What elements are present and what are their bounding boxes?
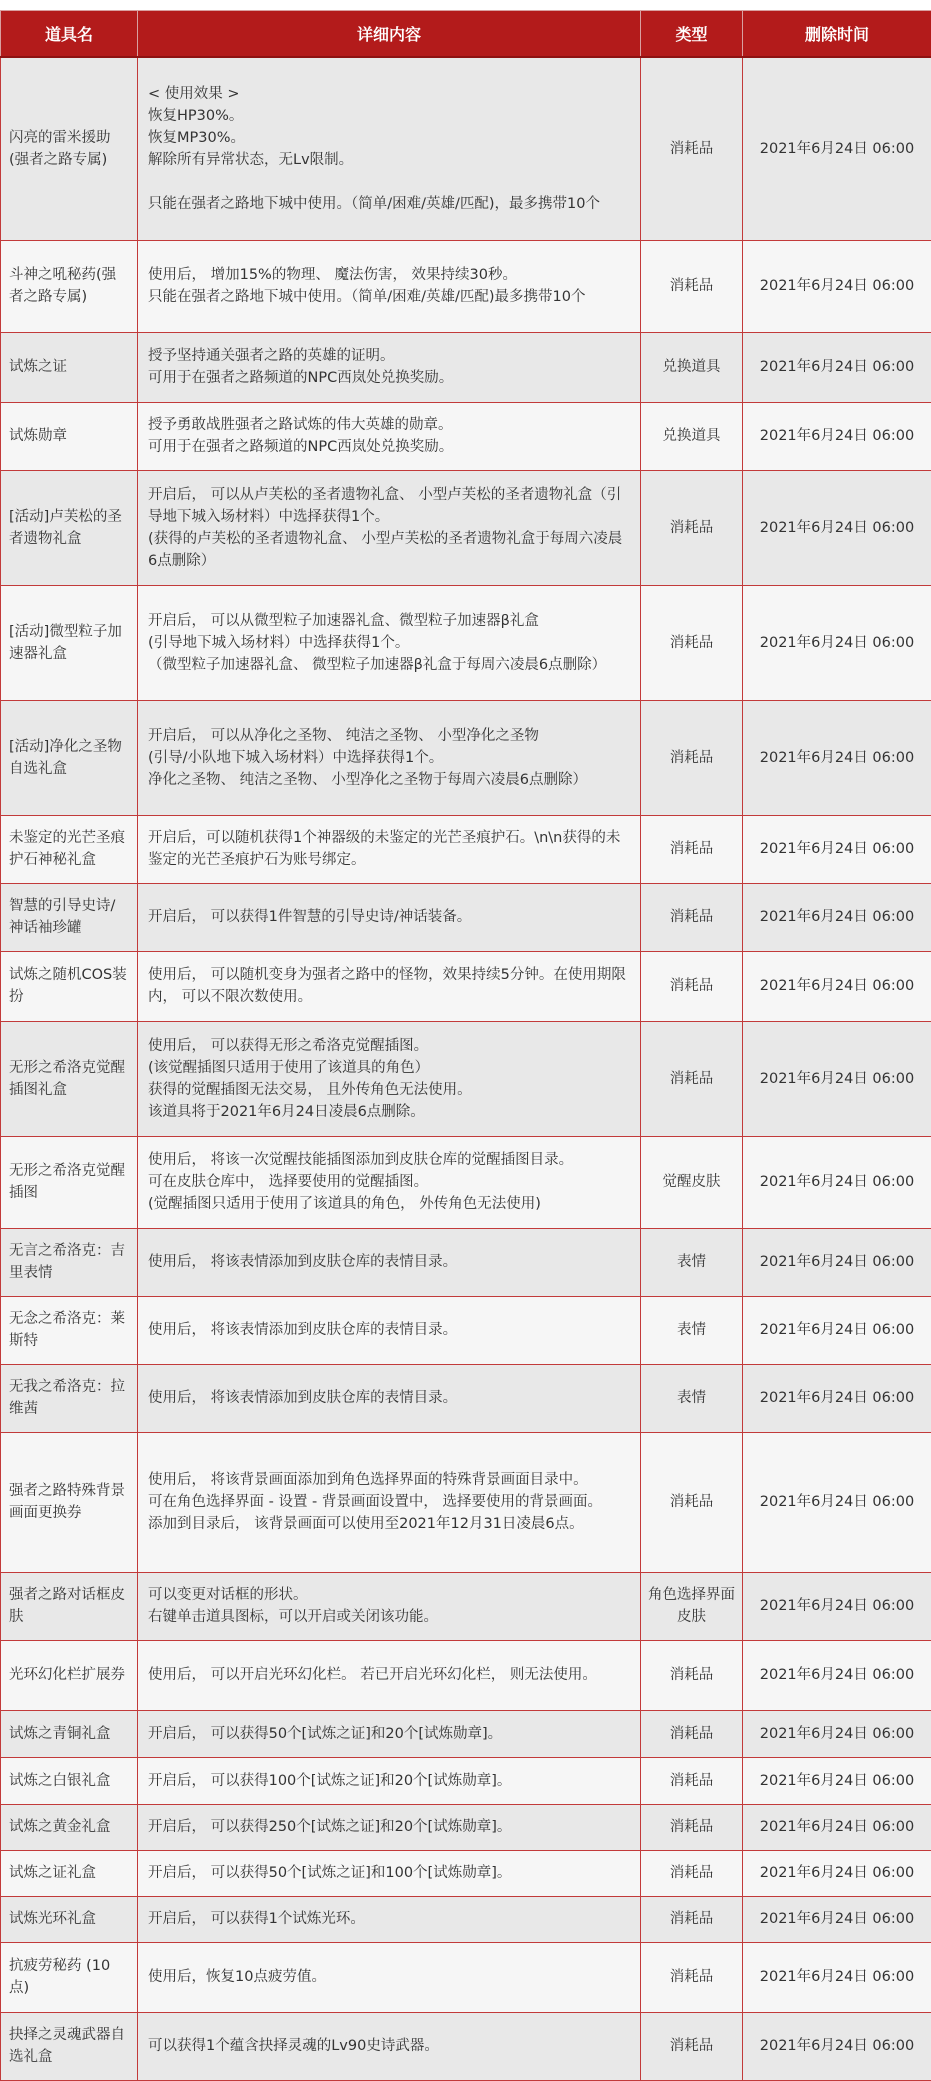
detail-line: 使用后， 将该表情添加到皮肤仓库的表情目录。 xyxy=(148,1387,630,1409)
detail-line: 开启后， 可以从卢芙松的圣者遗物礼盒、 小型卢芙松的圣者遗物礼盒（引导地下城入场材料）中选择获得1个。 xyxy=(148,484,630,528)
item-detail-cell xyxy=(138,1896,641,1942)
item-detail-cell xyxy=(138,1572,641,1640)
item-name-cell: 强者之路对话框皮肤 xyxy=(1,1572,138,1640)
table-row xyxy=(1,815,931,883)
table-row xyxy=(1,1757,931,1804)
item-name-cell: 未鉴定的光芒圣痕护石神秘礼盒 xyxy=(1,815,138,883)
delete-time-cell: 2021年6月24日 06:00 xyxy=(743,1896,931,1942)
delete-time-cell: 2021年6月24日 06:00 xyxy=(743,332,931,402)
table-row xyxy=(1,700,931,815)
detail-line: 授予勇敢战胜强者之路试炼的伟大英雄的勋章。 xyxy=(148,414,630,436)
item-type-cell: 消耗品 xyxy=(641,1757,743,1804)
item-name-cell: 试炼之证 xyxy=(1,332,138,402)
item-detail-cell xyxy=(138,1942,641,2012)
detail-line xyxy=(148,171,630,193)
item-detail-cell xyxy=(138,240,641,332)
delete-time-cell: 2021年6月24日 06:00 xyxy=(743,883,931,951)
table-row xyxy=(1,470,931,585)
detail-line: 开启后，可以随机获得1个神器级的未鉴定的光芒圣痕护石。\n\n获得的未鉴定的光芒圣痕护石为账号绑定。 xyxy=(148,827,630,871)
item-detail-cell xyxy=(138,402,641,470)
detail-line: (获得的卢芙松的圣者遗物礼盒、 小型卢芙松的圣者遗物礼盒于每周六凌晨6点删除） xyxy=(148,528,630,572)
header-item-name: 道具名 xyxy=(1,11,138,58)
item-type-cell: 消耗品 xyxy=(641,1021,743,1136)
item-type-cell: 消耗品 xyxy=(641,815,743,883)
item-type-cell: 消耗品 xyxy=(641,700,743,815)
detail-line: 开启后， 可以获得250个[试炼之证]和20个[试炼勋章]。 xyxy=(148,1816,630,1838)
item-detail-cell xyxy=(138,1432,641,1572)
detail-line: 开启后， 可以获得100个[试炼之证]和20个[试炼勋章]。 xyxy=(148,1770,630,1792)
item-type-cell: 消耗品 xyxy=(641,1432,743,1572)
item-detail-cell xyxy=(138,1710,641,1757)
detail-line: 授予坚持通关强者之路的英雄的证明。 xyxy=(148,345,630,367)
detail-line: 可以获得1个蕴含抉择灵魂的Lv90史诗武器。 xyxy=(148,2035,630,2057)
item-detail-cell xyxy=(138,1021,641,1136)
detail-line: < 使用效果 > xyxy=(148,83,630,105)
detail-line: 净化之圣物、 纯洁之圣物、 小型净化之圣物于每周六凌晨6点删除） xyxy=(148,769,630,791)
item-detail-cell xyxy=(138,815,641,883)
item-detail-cell xyxy=(138,585,641,700)
item-name-cell: 试炼之随机COS装扮 xyxy=(1,951,138,1021)
item-name-cell: [活动]净化之圣物自选礼盒 xyxy=(1,700,138,815)
item-name-cell: 强者之路特殊背景画面更换券 xyxy=(1,1432,138,1572)
table-row xyxy=(1,1710,931,1757)
detail-line: 可以变更对话框的形状。 xyxy=(148,1584,630,1606)
delete-time-cell: 2021年6月24日 06:00 xyxy=(743,700,931,815)
item-name-cell: 无言之希洛克：吉里表情 xyxy=(1,1228,138,1296)
detail-line: (引导地下城入场材料）中选择获得1个。 xyxy=(148,632,630,654)
item-detail-cell xyxy=(138,1757,641,1804)
item-type-cell: 角色选择界面皮肤 xyxy=(641,1572,743,1640)
item-name-cell: [活动]卢芙松的圣者遗物礼盒 xyxy=(1,470,138,585)
detail-line: 只能在强者之路地下城中使用。（简单/困难/英雄/匹配)，最多携带10个 xyxy=(148,193,630,215)
table-row xyxy=(1,1136,931,1228)
table-row xyxy=(1,57,931,240)
item-detail-cell xyxy=(138,1640,641,1710)
detail-line: 使用后， 可以随机变身为强者之路中的怪物，效果持续5分钟。在使用期限内， 可以不限次数使用。 xyxy=(148,964,630,1008)
item-type-cell: 表情 xyxy=(641,1296,743,1364)
item-type-cell: 觉醒皮肤 xyxy=(641,1136,743,1228)
delete-time-cell: 2021年6月24日 06:00 xyxy=(743,57,931,240)
item-name-cell: 光环幻化栏扩展券 xyxy=(1,1640,138,1710)
detail-line: 使用后， 将该一次觉醒技能插图添加到皮肤仓库的觉醒插图目录。 xyxy=(148,1149,630,1171)
table-row xyxy=(1,1296,931,1364)
detail-line: 使用后， 可以开启光环幻化栏。 若已开启光环幻化栏， 则无法使用。 xyxy=(148,1664,630,1686)
item-detail-cell xyxy=(138,951,641,1021)
detail-line: 使用后， 将该表情添加到皮肤仓库的表情目录。 xyxy=(148,1319,630,1341)
delete-time-cell: 2021年6月24日 06:00 xyxy=(743,1432,931,1572)
detail-line: 开启后， 可以获得50个[试炼之证]和100个[试炼勋章]。 xyxy=(148,1862,630,1884)
item-type-cell: 兑换道具 xyxy=(641,402,743,470)
table-row xyxy=(1,1896,931,1942)
item-type-cell: 兑换道具 xyxy=(641,332,743,402)
detail-line: 开启后， 可以获得50个[试炼之证]和20个[试炼勋章]。 xyxy=(148,1723,630,1745)
delete-time-cell: 2021年6月24日 06:00 xyxy=(743,1640,931,1710)
detail-line: 使用后，恢复10点疲劳值。 xyxy=(148,1966,630,1988)
table-row xyxy=(1,2012,931,2080)
detail-line: （微型粒子加速器礼盒、 微型粒子加速器β礼盒于每周六凌晨6点删除） xyxy=(148,654,630,676)
delete-time-cell: 2021年6月24日 06:00 xyxy=(743,1710,931,1757)
item-name-cell: 试炼之白银礼盒 xyxy=(1,1757,138,1804)
item-type-cell: 消耗品 xyxy=(641,1896,743,1942)
item-detail-cell xyxy=(138,1296,641,1364)
delete-time-cell: 2021年6月24日 06:00 xyxy=(743,470,931,585)
detail-line: 开启后， 可以从微型粒子加速器礼盒、微型粒子加速器β礼盒 xyxy=(148,610,630,632)
item-detail-cell xyxy=(138,1364,641,1432)
item-type-cell: 表情 xyxy=(641,1228,743,1296)
item-detail-cell xyxy=(138,332,641,402)
header-detail: 详细内容 xyxy=(138,11,641,58)
detail-line: 可用于在强者之路频道的NPC西岚处兑换奖励。 xyxy=(148,367,630,389)
item-type-cell: 消耗品 xyxy=(641,1710,743,1757)
item-name-cell: 试炼之证礼盒 xyxy=(1,1850,138,1896)
table-body xyxy=(1,57,931,2080)
item-detail-cell xyxy=(138,1228,641,1296)
item-name-cell: [活动]微型粒子加速器礼盒 xyxy=(1,585,138,700)
detail-line: 恢复MP30%。 xyxy=(148,127,630,149)
delete-time-cell: 2021年6月24日 06:00 xyxy=(743,1136,931,1228)
detail-line: 解除所有异常状态，无Lv限制。 xyxy=(148,149,630,171)
item-name-cell: 抗疲劳秘药 (10点) xyxy=(1,1942,138,2012)
item-detail-cell xyxy=(138,1850,641,1896)
delete-time-cell: 2021年6月24日 06:00 xyxy=(743,815,931,883)
item-detail-cell xyxy=(138,1804,641,1850)
item-type-cell: 消耗品 xyxy=(641,470,743,585)
delete-time-cell: 2021年6月24日 06:00 xyxy=(743,402,931,470)
table-row xyxy=(1,1364,931,1432)
item-detail-cell xyxy=(138,470,641,585)
item-name-cell: 无我之希洛克：拉维茜 xyxy=(1,1364,138,1432)
delete-time-cell: 2021年6月24日 06:00 xyxy=(743,1228,931,1296)
delete-time-cell: 2021年6月24日 06:00 xyxy=(743,1850,931,1896)
item-type-cell: 消耗品 xyxy=(641,1640,743,1710)
item-detail-cell xyxy=(138,883,641,951)
item-type-cell: 消耗品 xyxy=(641,1850,743,1896)
header-delete-time: 删除时间 xyxy=(743,11,931,58)
item-type-cell: 消耗品 xyxy=(641,585,743,700)
delete-time-cell: 2021年6月24日 06:00 xyxy=(743,2012,931,2080)
item-type-cell: 消耗品 xyxy=(641,57,743,240)
detail-line: 可在角色选择界面 - 设置 - 背景画面设置中， 选择要使用的背景画面。 xyxy=(148,1491,630,1513)
delete-time-cell: 2021年6月24日 06:00 xyxy=(743,1942,931,2012)
delete-time-cell: 2021年6月24日 06:00 xyxy=(743,240,931,332)
item-type-cell: 消耗品 xyxy=(641,951,743,1021)
detail-line: 恢复HP30%。 xyxy=(148,105,630,127)
item-type-cell: 消耗品 xyxy=(641,2012,743,2080)
table-row xyxy=(1,1572,931,1640)
detail-line: 开启后， 可以从净化之圣物、 纯洁之圣物、 小型净化之圣物 xyxy=(148,725,630,747)
table-row xyxy=(1,951,931,1021)
detail-line: 使用后， 将该表情添加到皮肤仓库的表情目录。 xyxy=(148,1251,630,1273)
detail-line: 该道具将于2021年6月24日凌晨6点删除。 xyxy=(148,1101,630,1123)
item-name-cell: 试炼勋章 xyxy=(1,402,138,470)
table-row xyxy=(1,240,931,332)
table-header xyxy=(1,11,931,58)
table-row xyxy=(1,1640,931,1710)
item-table xyxy=(0,10,931,2081)
detail-line: 开启后， 可以获得1件智慧的引导史诗/神话装备。 xyxy=(148,906,630,928)
table-row xyxy=(1,1850,931,1896)
item-name-cell: 无念之希洛克：莱斯特 xyxy=(1,1296,138,1364)
table-row xyxy=(1,402,931,470)
delete-time-cell: 2021年6月24日 06:00 xyxy=(743,1804,931,1850)
item-name-cell: 试炼之黄金礼盒 xyxy=(1,1804,138,1850)
detail-line: 使用后， 增加15%的物理、 魔法伤害， 效果持续30秒。 xyxy=(148,264,630,286)
detail-line: 只能在强者之路地下城中使用。（简单/困难/英雄/匹配)最多携带10个 xyxy=(148,286,630,308)
item-name-cell: 无形之希洛克觉醒插图 xyxy=(1,1136,138,1228)
delete-time-cell: 2021年6月24日 06:00 xyxy=(743,951,931,1021)
item-name-cell: 智慧的引导史诗/神话袖珍罐 xyxy=(1,883,138,951)
delete-time-cell: 2021年6月24日 06:00 xyxy=(743,1296,931,1364)
item-detail-cell xyxy=(138,57,641,240)
table-row xyxy=(1,1228,931,1296)
delete-time-cell: 2021年6月24日 06:00 xyxy=(743,1364,931,1432)
item-detail-cell xyxy=(138,2012,641,2080)
header-type: 类型 xyxy=(641,11,743,58)
detail-line: 添加到目录后， 该背景画面可以使用至2021年12月31日凌晨6点。 xyxy=(148,1513,630,1535)
item-name-cell: 试炼之青铜礼盒 xyxy=(1,1710,138,1757)
detail-line: (该觉醒插图只适用于使用了该道具的角色） xyxy=(148,1057,630,1079)
detail-line: (引导/小队地下城入场材料）中选择获得1个。 xyxy=(148,747,630,769)
item-name-cell: 闪亮的雷米援助(强者之路专属) xyxy=(1,57,138,240)
table-row xyxy=(1,883,931,951)
item-name-cell: 无形之希洛克觉醒插图礼盒 xyxy=(1,1021,138,1136)
table-row xyxy=(1,585,931,700)
delete-time-cell: 2021年6月24日 06:00 xyxy=(743,1757,931,1804)
table-row xyxy=(1,332,931,402)
item-name-cell: 试炼光环礼盒 xyxy=(1,1896,138,1942)
delete-time-cell: 2021年6月24日 06:00 xyxy=(743,1572,931,1640)
detail-line: 可用于在强者之路频道的NPC西岚处兑换奖励。 xyxy=(148,436,630,458)
delete-time-cell: 2021年6月24日 06:00 xyxy=(743,1021,931,1136)
detail-line: 获得的觉醒插图无法交易， 且外传角色无法使用。 xyxy=(148,1079,630,1101)
detail-line: 使用后， 将该背景画面添加到角色选择界面的特殊背景画面目录中。 xyxy=(148,1469,630,1491)
delete-time-cell: 2021年6月24日 06:00 xyxy=(743,585,931,700)
detail-line: 开启后， 可以获得1个试炼光环。 xyxy=(148,1908,630,1930)
item-type-cell: 消耗品 xyxy=(641,1942,743,2012)
detail-line: 右键单击道具图标，可以开启或关闭该功能。 xyxy=(148,1606,630,1628)
detail-line: 可在皮肤仓库中， 选择要使用的觉醒插图。 xyxy=(148,1171,630,1193)
table-row xyxy=(1,1021,931,1136)
item-type-cell: 消耗品 xyxy=(641,1804,743,1850)
detail-line: 使用后， 可以获得无形之希洛克觉醒插图。 xyxy=(148,1035,630,1057)
detail-line: (觉醒插图只适用于使用了该道具的角色， 外传角色无法使用) xyxy=(148,1193,630,1215)
item-type-cell: 表情 xyxy=(641,1364,743,1432)
item-detail-cell xyxy=(138,700,641,815)
table-row xyxy=(1,1804,931,1850)
table-row xyxy=(1,1432,931,1572)
item-type-cell: 消耗品 xyxy=(641,883,743,951)
item-type-cell: 消耗品 xyxy=(641,240,743,332)
table-row xyxy=(1,1942,931,2012)
item-detail-cell xyxy=(138,1136,641,1228)
item-name-cell: 斗神之吼秘药(强者之路专属) xyxy=(1,240,138,332)
item-name-cell: 抉择之灵魂武器自选礼盒 xyxy=(1,2012,138,2080)
